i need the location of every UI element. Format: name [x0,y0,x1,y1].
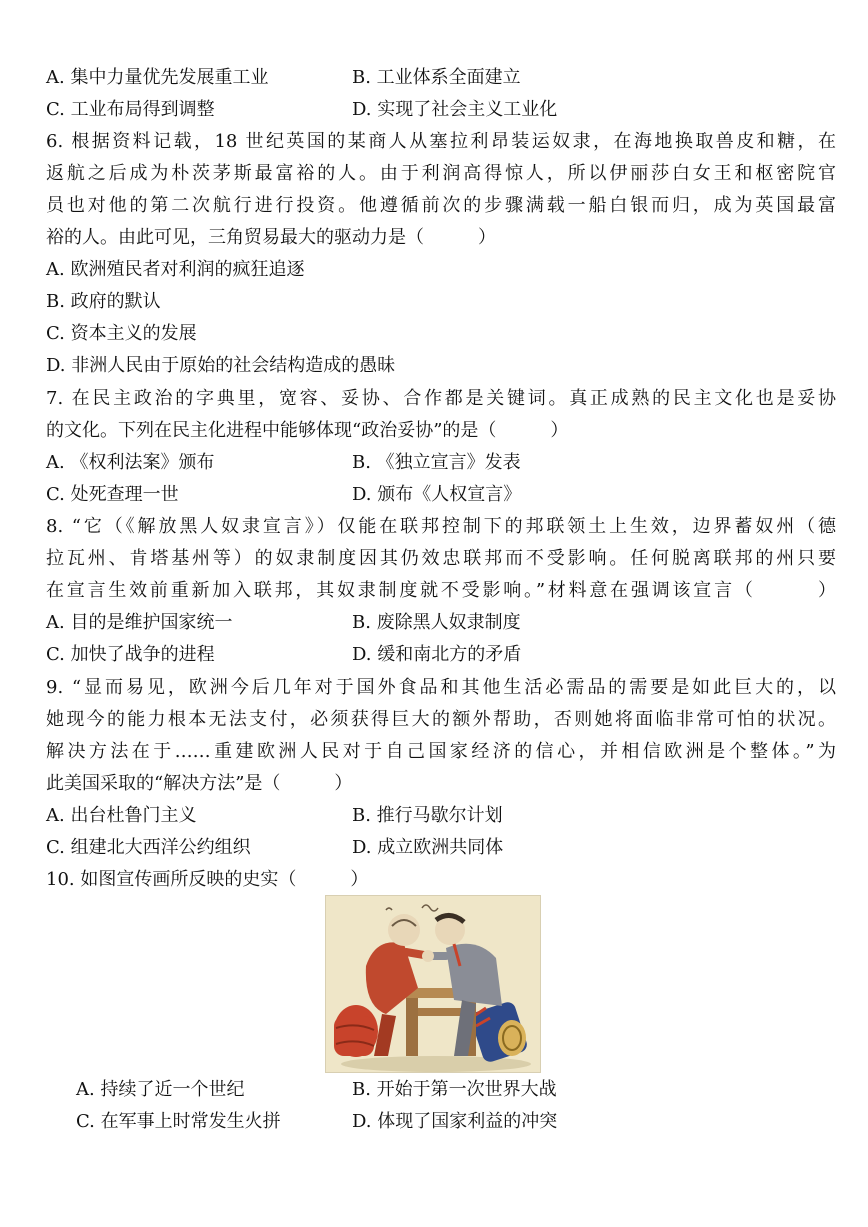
q6-stem-line-2: 返航之后成为朴茨茅斯最富裕的人。由于利润高得惊人，所以伊丽莎白女王和枢密院官 [46,163,836,184]
q5-option-a: A. 集中力量优先发展重工业 [46,67,269,88]
q10-stem: 10. 如图宣传画所反映的史实（ ） [46,869,369,890]
q7-stem-line-1: 7. 在民主政治的字典里，宽容、妥协、合作都是关键词。真正成熟的民主文化也是妥协 [46,388,836,409]
q5-option-c: C. 工业布局得到调整 [46,99,215,120]
propaganda-cartoon-image [325,895,541,1073]
q8-option-d: D. 缓和南北方的矛盾 [352,644,522,665]
q10-option-a: A. 持续了近一个世纪 [76,1079,245,1100]
q7-option-d: D. 颁布《人权宣言》 [352,484,522,505]
q6-stem-line-1: 6. 根据资料记载，18 世纪英国的某商人从塞拉利昂装运奴隶，在海地换取兽皮和糖，在 [46,131,836,152]
q10-option-b: B. 开始于第一次世界大战 [352,1079,557,1100]
q8-stem-line-3: 在宣言生效前重新加入联邦，其奴隶制度就不受影响。”材料意在强调该宣言（ ） [46,580,836,601]
q6-option-a: A. 欧洲殖民者对利润的疯狂追逐 [46,259,305,280]
q6-option-b: B. 政府的默认 [46,291,161,312]
q9-option-b: B. 推行马歇尔计划 [352,805,503,826]
q10-option-c: C. 在军事上时常发生火拼 [76,1111,281,1132]
q7-option-c: C. 处死查理一世 [46,484,179,505]
q9-option-a: A. 出台杜鲁门主义 [46,805,197,826]
q9-stem-line-1: 9. “显而易见，欧洲今后几年对于国外食品和其他生活必需品的需要是如此巨大的，以 [46,677,836,698]
q8-option-c: C. 加快了战争的进程 [46,644,215,665]
q8-stem-line-1: 8. “它（《解放黑人奴隶宣言》）仅能在联邦控制下的邦联领土上生效，边界蓄奴州（德 [46,516,836,537]
q9-stem-line-3: 解决方法在于……重建欧洲人民对于自己国家经济的信心，并相信欧洲是个整体。”为 [46,741,836,762]
q5-option-b: B. 工业体系全面建立 [352,67,521,88]
q6-option-c: C. 资本主义的发展 [46,323,197,344]
q9-option-d: D. 成立欧洲共同体 [352,837,504,858]
q5-option-d: D. 实现了社会主义工业化 [352,99,558,120]
q7-stem-line-2: 的文化。下列在民主化进程中能够体现“政治妥协”的是（ ） [46,420,569,441]
q9-stem-line-4: 此美国采取的“解决方法”是（ ） [46,773,353,794]
red-barrel [334,1005,378,1057]
q8-option-a: A. 目的是维护国家统一 [46,612,233,633]
q10-option-d: D. 体现了国家利益的冲突 [352,1111,558,1132]
cartoon-illustration [326,896,540,1072]
q7-option-a: A. 《权利法案》颁布 [46,452,215,473]
q7-option-b: B. 《独立宣言》发表 [352,452,521,473]
q9-option-c: C. 组建北大西洋公约组织 [46,837,251,858]
q8-option-b: B. 废除黑人奴隶制度 [352,612,521,633]
q6-option-d: D. 非洲人民由于原始的社会结构造成的愚昧 [46,355,396,376]
q9-stem-line-2: 她现今的能力根本无法支付，必须获得巨大的额外帮助，否则她将面临非常可怕的状况。 [46,709,836,730]
q6-stem-line-4: 裕的人。由此可见，三角贸易最大的驱动力是（ ） [46,227,496,248]
q6-stem-line-3: 员也对他的第二次航行进行投资。他遵循前次的步骤满载一船白银而归，成为英国最富 [46,195,836,216]
q8-stem-line-2: 拉瓦州、肯塔基州等）的奴隶制度因其仍效忠联邦而不受影响。任何脱离联邦的州只要 [46,548,836,569]
